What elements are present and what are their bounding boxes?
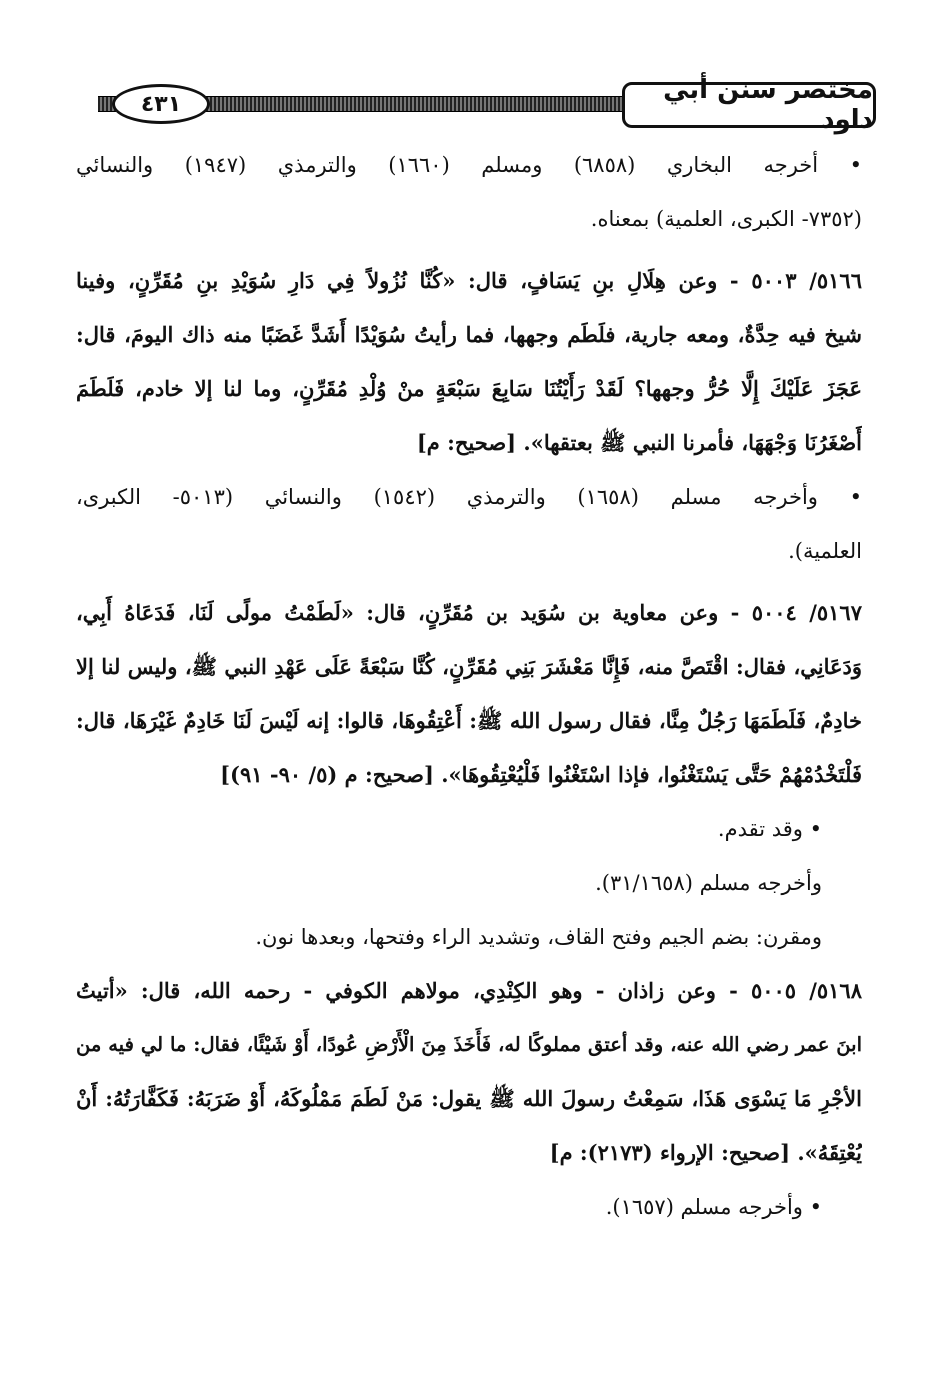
text-line: (٧٣٥٢- الكبرى، العلمية) بمعناه.: [590, 207, 862, 231]
text-line: • وأخرجه مسلم (١٦٥٧).: [605, 1195, 822, 1219]
text-line: ٥١٦٨/ ٥٠٠٥ - وعن زاذان - وهو الكِنْدِي، مولاهم الكوفي - رحمه الله، قال: «أتيتُ: [76, 978, 862, 1003]
text-line: العلمية).: [788, 539, 862, 563]
takhrij-note-4: [76, 1180, 862, 1234]
text-line: • وأخرجه مسلم (١٦٥٨) والترمذي (١٥٤٢) والنسائي (٥٠١٣- الكبرى،: [76, 485, 862, 509]
text-line: ٥١٦٦/ ٥٠٠٣ - وعن هِلَالِ بنِ يَسَافٍ، قال: «كُنَّا نُزُولاً فِي دَارِ سُوَيْدِ بنِ مُقَرِّنٍ، وفينا: [76, 268, 862, 293]
text-line: خادِمٌ، فَلَطَمَهَا رَجُلٌ مِنَّا، فقال رسول الله ﷺ: أَعْتِقُوهَا، قالوا: إنه لَيْسَ لَنَا خَادِمٌ غَيْرَهَا، قال:: [76, 708, 862, 733]
page-content: [76, 138, 862, 1234]
text-line: عَجَزَ عَلَيْكَ إِلَّا حُرُّ وجهها؟ لَقَدْ رَأَيْتُنَا سَابِعَ سَبْعَةٍ منْ وُلْدِ مُقَرِّنٍ، وما لنا إلا خادم، فَلَطَمَ: [76, 376, 862, 401]
page-number: ٤٣١: [112, 84, 210, 124]
book-title: مختصر سنن أبي داود: [622, 82, 876, 128]
text-line: • وقد تقدم.: [717, 817, 822, 841]
takhrij-note-1: [76, 138, 862, 246]
text-line: وَدَعَانِي، فقال: اقْتَصَّ منه، فَإِنَّا مَعْشَرَ بَنِي مُقَرِّنٍ، كُنَّا سَبْعَةً عَلَى عَهْدِ النبي ﷺ، وليس لنا إلا: [76, 654, 862, 679]
hadith-5167: [76, 586, 862, 802]
text-line: • أخرجه البخاري (٦٨٥٨) ومسلم (١٦٦٠) والترمذي (١٩٤٧) والنسائي: [76, 153, 862, 177]
hadith-5166: [76, 254, 862, 470]
text-line: وأخرجه مسلم (٣١/١٦٥٨).: [595, 871, 822, 895]
text-line: أَصْغَرُنَا وَجْهَهَا، فأمرنا النبي ﷺ بعتقها». [صحيح: م]: [416, 430, 862, 455]
text-line: يُعْتِقَهُ». [صحيح: الإرواء (٢١٧٣): م]: [549, 1140, 862, 1165]
page-header: [92, 75, 876, 135]
text-line: ٥١٦٧/ ٥٠٠٤ - وعن معاوية بن سُوَيد بن مُقَرِّنٍ، قال: «لَطَمْتُ مولًى لَنَا، فَدَعَاهُ أَبِي،: [76, 600, 862, 625]
text-line: ومقرن: بضم الجيم وفتح القاف، وتشديد الراء وفتحها، وبعدها نون.: [255, 925, 822, 949]
text-line: الأجْرِ مَا يَسْوَى هَذَا، سَمِعْتُ رسولَ الله ﷺ يقول: مَنْ لَطَمَ مَمْلُوكَهُ، أَوْ ضَرَبَهُ: فَكَفَّارَتُهُ: أَنْ: [76, 1086, 862, 1111]
text-line: ابنَ عمر رضي الله عنه، وقد أعتق مملوكًا له، فَأَخَذَ مِنَ الْأَرْضِ عُودًا، أَوْ شَيْئًا، فقال: ما لي فيه من: [76, 1033, 862, 1056]
takhrij-note-3: [76, 802, 862, 964]
takhrij-note-2: [76, 470, 862, 578]
hadith-5168: [76, 964, 862, 1180]
text-line: شيخ فيه حِدَّةٌ، ومعه جارية، فلَطَم وجهها، فما رأيتُ سُوَيْدًا أَشَدَّ غَضَبًا منه ذاك اليومَ، قال:: [76, 322, 862, 347]
text-line: فَلْتَخْدُمْهُمْ حَتَّى يَسْتَغْنُوا، فإذا اسْتَغْنُوا فَلْيُعْتِقُوهَا». [صحيح: م (٥/ ٩٠- ٩١)]: [220, 762, 862, 787]
